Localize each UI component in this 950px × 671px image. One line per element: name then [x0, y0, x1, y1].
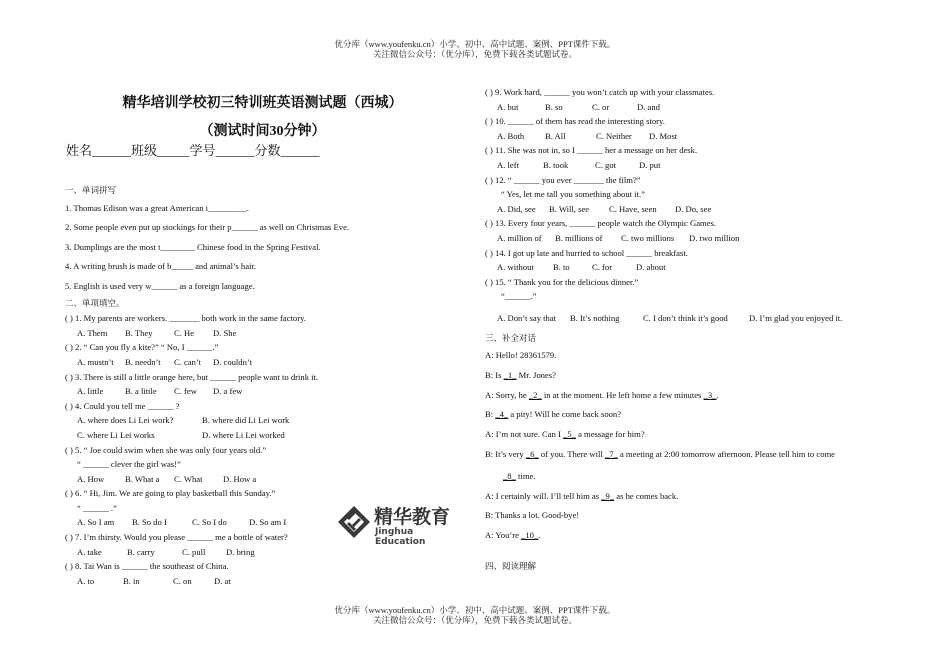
options-5: [65, 472, 460, 487]
option: B. in: [123, 575, 140, 586]
dialogue-text: .: [716, 389, 719, 400]
answer-blank: _3_: [703, 389, 717, 400]
answer-blank: _9_: [601, 490, 615, 501]
question-2: ( ) 2. “ Can you fly a kite?” “ No, I ______.”: [65, 342, 219, 353]
options-13: [485, 231, 905, 246]
answer-blank: _2_: [528, 389, 542, 400]
question-9: ( ) 9. Work hard, ______ you won’t catch up with your classmates.: [485, 87, 715, 97]
option: C. got: [595, 159, 617, 170]
option: B. So do I: [132, 517, 167, 528]
option: A. where does Li Lei work?: [77, 415, 174, 426]
question-12-reply: “ Yes, let me tall you something about it.”: [501, 189, 645, 200]
option: C. So I do: [192, 517, 227, 528]
section-2-heading: 二、单项填空。: [65, 298, 125, 309]
option: A. Both: [497, 130, 525, 141]
option: B. took: [543, 159, 569, 170]
spelling-item: 2. Some people even put up stockings for their p______ as well on Christmas Eve.: [65, 222, 350, 233]
jinghua-logo: [336, 500, 466, 547]
option: D. Most: [649, 130, 678, 141]
option: A. left: [497, 159, 519, 170]
question-15-reply: “______.”: [501, 291, 537, 302]
question-12: ( ) 12. “ ______ you ever _______ the film?”: [485, 174, 641, 185]
dialogue-text: a meeting at 2:00 tomorrow afternoon. Please tell him to come: [617, 448, 835, 459]
exam-title: 精华培训学校初三特训班英语测试题（西城）: [122, 96, 403, 111]
dialogue-line: [485, 346, 905, 366]
options-14: [485, 260, 905, 275]
page-footer: [0, 605, 950, 625]
section-4-heading: 四、阅读理解: [485, 562, 537, 573]
spelling-list: [65, 199, 460, 297]
option: D. two million: [689, 232, 740, 243]
options-4: [65, 413, 460, 428]
options-4b: [65, 428, 460, 443]
question-5: ( ) 5. “ Joe could swim when she was only four years old.”: [65, 444, 267, 455]
options-3: [65, 384, 460, 399]
dialogue-text: Mr. Jones?: [516, 369, 556, 380]
option: A. but: [497, 101, 519, 112]
option: B. What a: [125, 473, 160, 484]
class-label: 班级: [131, 143, 158, 158]
option: A. How: [77, 473, 105, 484]
dialogue-text: as he comes back.: [614, 490, 679, 501]
spelling-item: 3. Dumplings are the most t________ Chinese food in the Spring Festival.: [65, 241, 321, 252]
option: B. millions of: [555, 232, 603, 243]
answer-blank: _5_: [563, 429, 576, 440]
question-8: ( ) 8. Tai Wan is ______ the southeast of China.: [65, 561, 229, 572]
option: B. to: [553, 262, 570, 273]
option: D. about: [636, 262, 666, 273]
dialogue-line: [485, 506, 905, 526]
dialogue-text: .: [538, 530, 541, 541]
option: D. and: [637, 101, 660, 112]
question-13: ( ) 13. Every four years, ______ people watch the Olympic Games.: [485, 218, 717, 229]
student-info-line: [66, 140, 320, 159]
dialogue-line: [485, 425, 905, 445]
options-1: [65, 326, 460, 341]
number-blank: ______: [215, 143, 255, 158]
spelling-item: 1. Thomas Edison was a great American i_________.: [65, 202, 249, 213]
dialogue-text: B: It’s very: [485, 448, 526, 459]
logo-text-cn: 精华教育: [374, 506, 451, 528]
answer-blank: _4_: [495, 409, 509, 420]
question-4: ( ) 4. Could you tell me ______ ?: [65, 400, 180, 411]
footer-line-1: 优分库（www.youfenku.cn）小学、初中、高中试题、案例、PPT课件下载。: [334, 605, 616, 615]
options-12: [485, 202, 905, 217]
options-15: [485, 304, 905, 332]
question-5-reply: “ ______ clever the girl was!”: [77, 459, 181, 470]
option: C. I don’t think it’s good: [643, 312, 728, 323]
option: A. Did, see: [497, 203, 536, 214]
options-2: [65, 355, 460, 370]
option: C. pull: [182, 546, 206, 557]
logo-icon: [336, 504, 372, 540]
logo-text-en: Jinghua Education: [375, 527, 426, 547]
option: D. I’m glad you enjoyed it.: [749, 312, 843, 323]
page-header: [0, 39, 950, 59]
number-label: 学号: [189, 143, 216, 158]
answer-blank: _8_: [503, 470, 516, 481]
options-9: [485, 100, 905, 115]
question-6: ( ) 6. “ Hi, Jim. We are going to play basketball this Sunday.”: [65, 488, 276, 499]
answer-blank: _7_: [604, 448, 618, 459]
option: A. mustn’t: [77, 356, 114, 367]
option: D. bring: [226, 546, 255, 557]
option: C. two millions: [621, 232, 675, 243]
options-8: [65, 574, 460, 589]
dialogue-text: of you. There will: [538, 448, 605, 459]
answer-blank: _6_: [525, 448, 539, 459]
dialogue-text: a pity! Will he come back soon?: [508, 409, 622, 420]
option: A. Don’t say that: [497, 312, 557, 323]
dialogue-text: A: You’re: [485, 530, 522, 541]
dialogue: [485, 346, 905, 546]
dialogue-text: A: I’m not sure. Can I: [485, 429, 564, 440]
dialogue-text: B: Thanks a lot. Good-bye!: [485, 510, 580, 521]
option: B. carry: [127, 546, 155, 557]
dialogue-text: A: I certainly will. I’ll tell him as: [485, 490, 602, 501]
section-1-heading: 一、单词拼写: [65, 186, 117, 196]
dialogue-line: [485, 386, 905, 406]
question-1: ( ) 1. My parents are workers. _______ both work in the same factory.: [65, 313, 306, 324]
name-label: 姓名: [66, 143, 93, 158]
dialogue-line: [485, 366, 905, 386]
option: B. so: [545, 101, 563, 112]
option: D. Do, see: [675, 203, 712, 214]
header-line-1: 优分库（www.youfenku.cn）小学、初中、高中试题、案例、PPT课件下载。: [334, 39, 616, 49]
option: C. Have, seen: [609, 203, 657, 214]
options-10: [485, 129, 905, 144]
option: B. They: [125, 327, 153, 338]
option: C. can’t: [174, 356, 202, 367]
question-7: ( ) 7. I’m thirsty. Would you please ______ me a bottle of water?: [65, 532, 288, 543]
question-14: ( ) 14. I got up late and hurried to school ______ breakfast.: [485, 247, 688, 258]
option: D. where Li Lei worked: [202, 429, 285, 440]
option: A. So I am: [77, 517, 115, 528]
option: C. What: [174, 473, 203, 484]
score-blank: ______: [280, 143, 320, 158]
option: A. take: [77, 546, 102, 557]
dialogue-text: B:: [485, 409, 496, 420]
question-11: ( ) 11. She was not in, so I ______ her a message on her desk.: [485, 145, 698, 156]
dialogue-line: [485, 445, 905, 465]
option: C. or: [592, 101, 610, 112]
dialogue-text: A: Hello! 28361579.: [485, 349, 557, 360]
footer-line-2: 关注微信公众号：（优分库），免费下载各类试题试卷。: [372, 615, 577, 625]
option: D. couldn’t: [213, 356, 252, 367]
option: C. on: [173, 575, 192, 586]
dialogue-text: time.: [515, 470, 536, 481]
option: C. He: [174, 327, 195, 338]
question-3: ( ) 3. There is still a little orange here, but ______ people want to drink it.: [65, 371, 319, 382]
header-line-2: 关注微信公众号：（优分库），免费下载各类试题试卷。: [372, 49, 577, 59]
option: A. Them: [77, 327, 108, 338]
dialogue-text: in at the moment. He left home a few minutes: [541, 389, 704, 400]
section-3-heading: 三、补全对话: [485, 333, 537, 344]
right-column: [485, 85, 905, 575]
answer-blank: _10_: [521, 530, 539, 541]
option: C. Neither: [596, 130, 632, 141]
option: B. It’s nothing: [570, 312, 620, 323]
spelling-item: 4. A writing brush is made of b_____ and animal’s hair.: [65, 261, 256, 272]
dialogue-text: B: Is: [485, 369, 504, 380]
option: A. little: [77, 386, 104, 397]
dialogue-line: [485, 405, 905, 425]
options-11: [485, 158, 905, 173]
option: B. Will, see: [549, 203, 590, 214]
option: B. a little: [125, 386, 157, 397]
dialogue-line: [485, 465, 905, 487]
spelling-item: 5. English is used very w______ as a foreign language.: [65, 280, 255, 291]
class-blank: _____: [157, 143, 190, 158]
question-6-reply: “ ______ .”: [77, 502, 117, 513]
option: D. She: [213, 327, 237, 338]
option: C. for: [592, 262, 613, 273]
option: D. So am I: [249, 517, 287, 528]
option: D. put: [639, 159, 661, 170]
question-10: ( ) 10. ______ of them has read the interesting story.: [485, 116, 665, 127]
option: B. needn’t: [125, 356, 161, 367]
dialogue-line: [485, 526, 905, 546]
option: B. All: [545, 130, 566, 141]
answer-blank: _1_: [503, 369, 517, 380]
option: A. million of: [497, 232, 542, 243]
exam-subtitle: （测试时间30分钟）: [199, 124, 326, 139]
dialogue-text: a message for him?: [575, 429, 645, 440]
score-label: 分数: [254, 143, 281, 158]
option: D. a few: [213, 386, 243, 397]
option: B. where did Li Lei work: [202, 415, 290, 426]
option: C. where Li Lei works: [77, 429, 155, 440]
option: A. to: [77, 575, 95, 586]
name-blank: ______: [92, 143, 132, 158]
dialogue-text: A: Sorry, he: [485, 389, 529, 400]
option: D. How a: [223, 473, 257, 484]
option: A. without: [497, 262, 534, 273]
question-15: ( ) 15. “ Thank you for the delicious dinner.”: [485, 276, 639, 287]
dialogue-line: [485, 487, 905, 507]
option: D. at: [214, 575, 231, 586]
option: C. few: [174, 386, 197, 397]
